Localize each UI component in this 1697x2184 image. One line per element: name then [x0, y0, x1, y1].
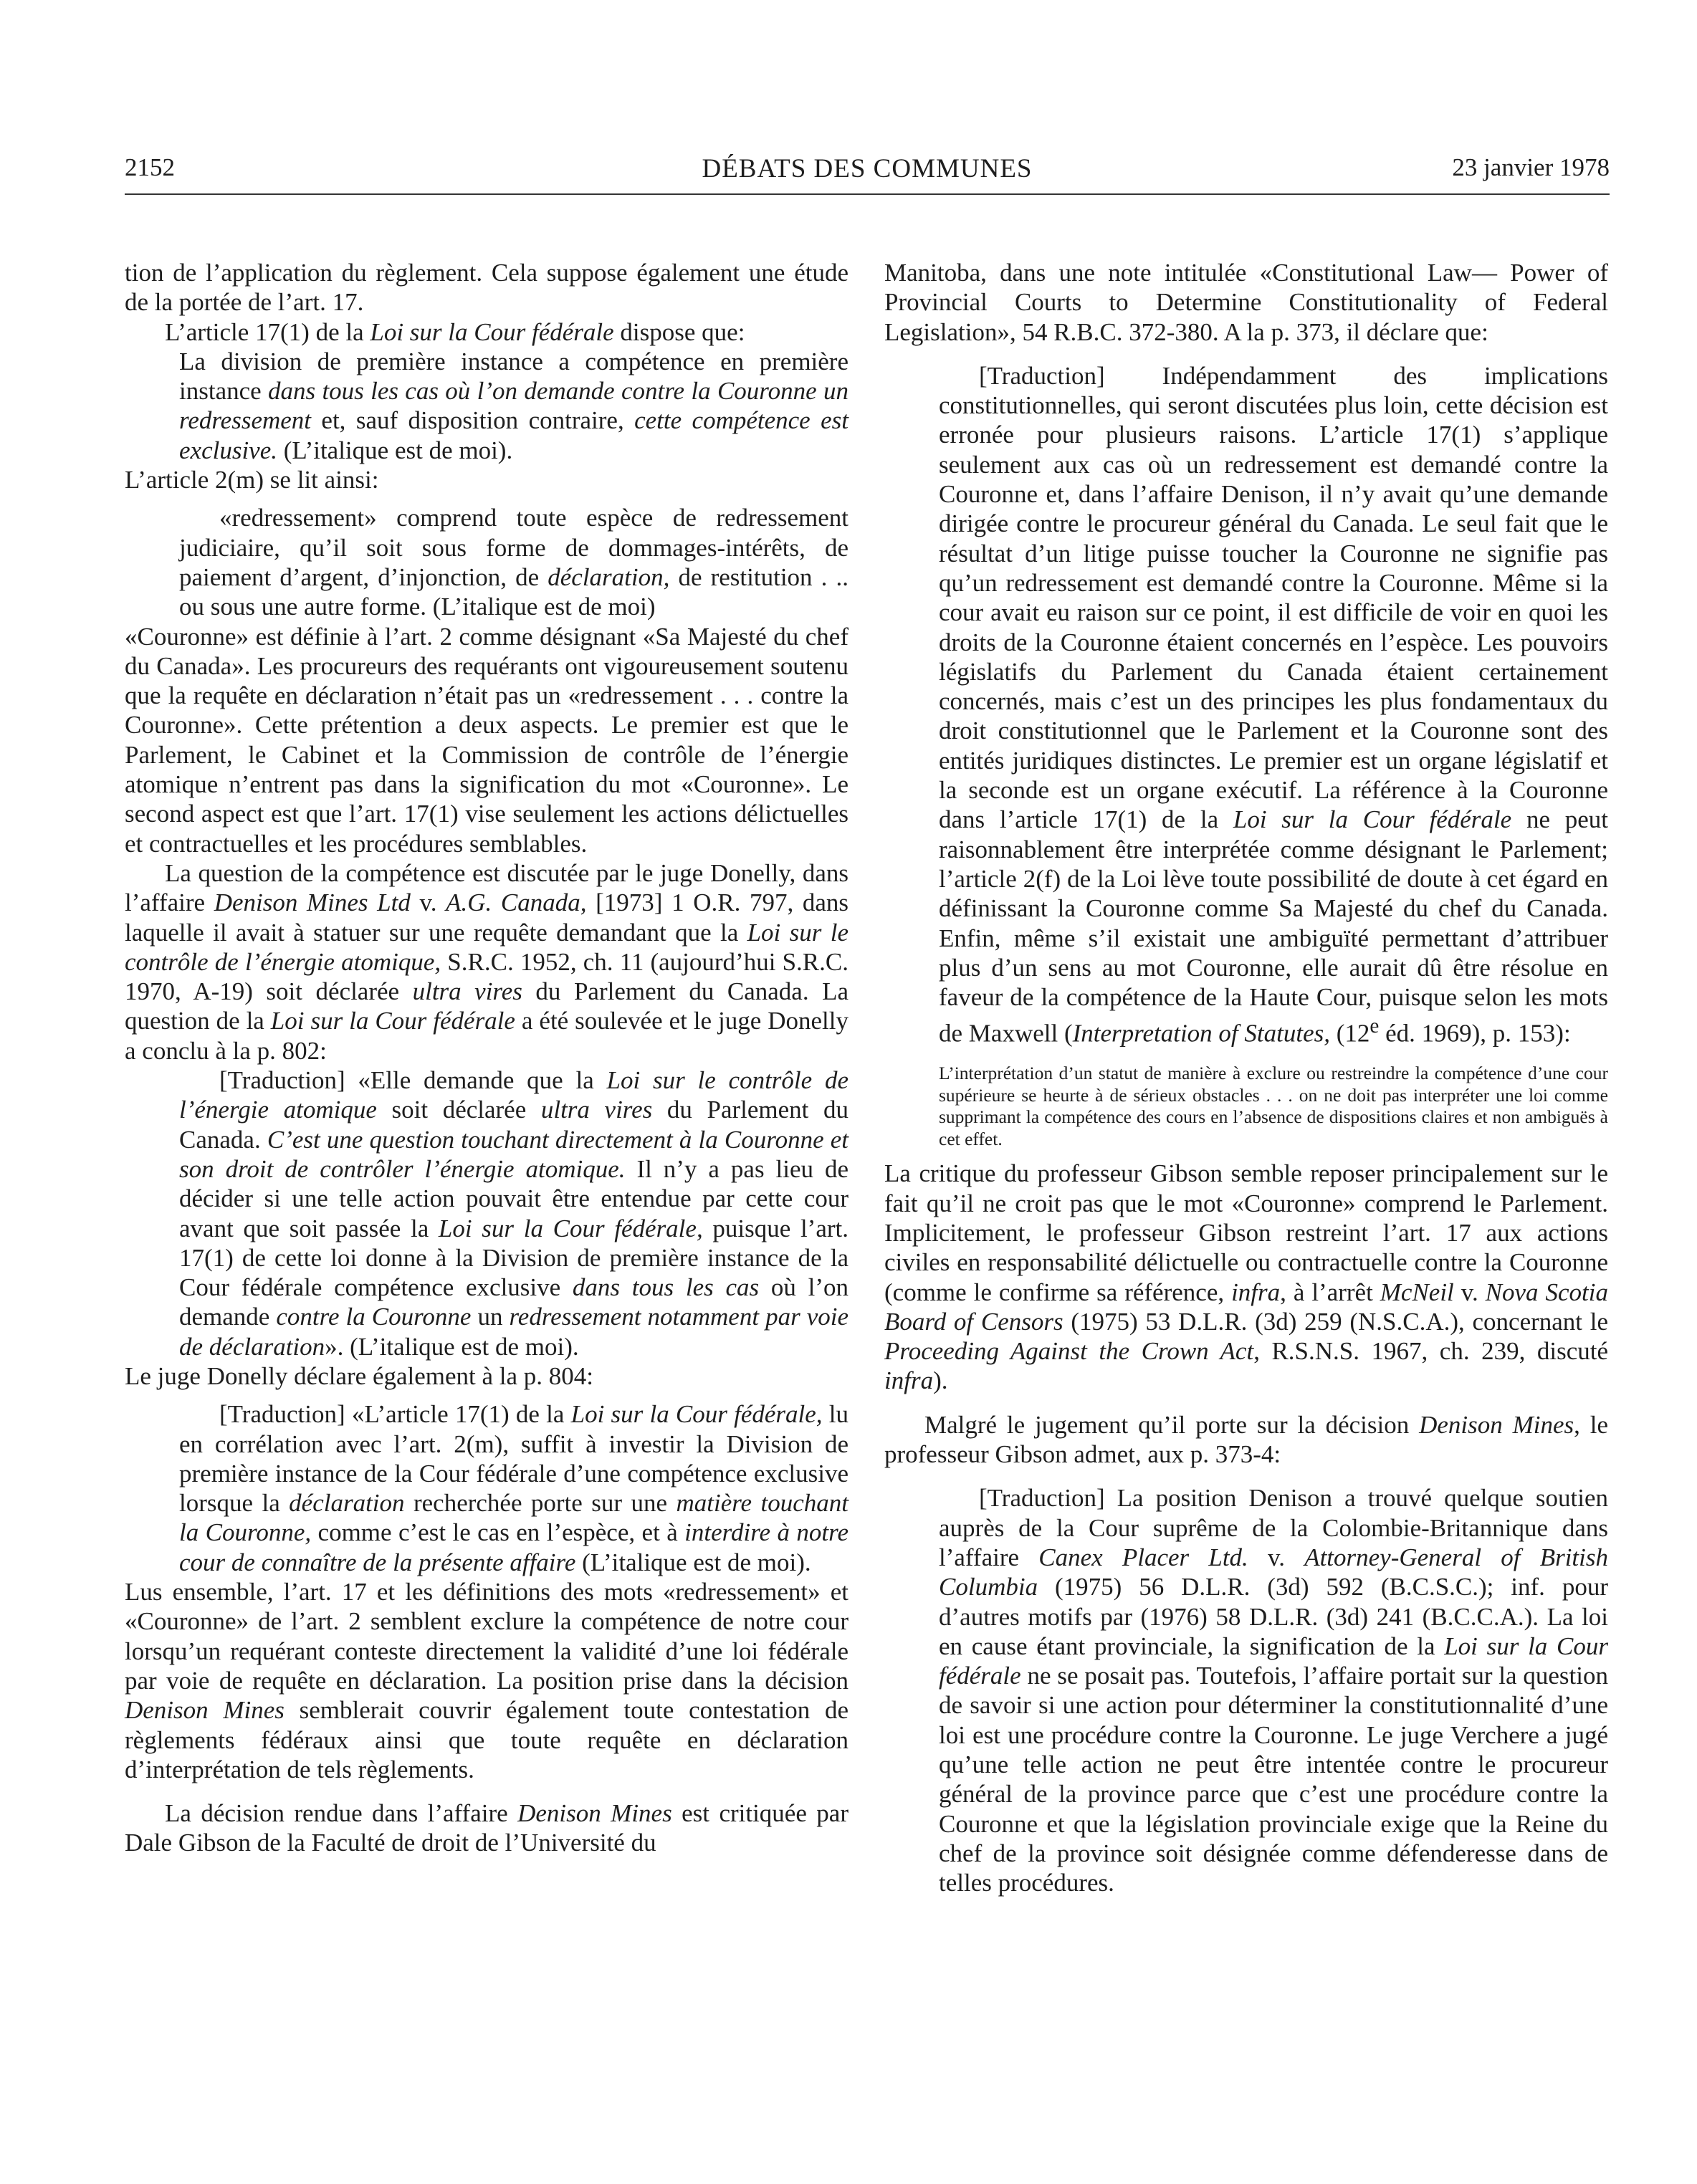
issue-date: 23 janvier 1978	[1452, 153, 1610, 181]
paragraph-donelly-804-intro: Le juge Donelly déclare également à la p. 804:	[125, 1361, 594, 1390]
quote-gibson-373-4: [Traduction] La position Denison a trouvé quelque soutien auprès de la Cour suprême de la Colombie-Britannique dans l’affaire Canex Placer Ltd. v. Attorney-General of British Columbia (1975) 56 D.L.R. (3d) 592 (B.C.S.C.); inf. pour d’autres motifs par (1976) 58 D.L.R. (3d) 241 (B.C.C.A.). La loi en cause étant provinciale, la signification de la Loi sur la Cour fédérale ne se posait pas. Toutefois, l’affaire portait sur la question de savoir si une action pour déterminer la constitutionnalité d’une loi est une procédure contre la Couronne. Le juge Verchere a jugé qu’une telle action ne peut être intentée contre le procureur général de la province parce que c’est une procédure contre la Couronne et que la législation provinciale exige que la Reine du chef de la province soit désignée comme défenderesse dans de telles procédures.	[939, 1484, 1608, 1897]
paragraph-gibson-admission: Malgré le jugement qu’il porte sur la décision Denison Mines, le professeur Gibson admet, aux p. 373-4:	[884, 1410, 1608, 1469]
paragraph-gibson-note: Manitoba, dans une note intitulée «Constitutional Law— Power of Provincial Courts to Determine Constitutionality of Federal Legislation», 54 R.B.C. 372-380. A la p. 373, il déclare que:	[884, 259, 1608, 346]
paragraph-gibson-critique: La critique du professeur Gibson semble reposer principalement sur le fait qu’il ne croit pas que le mot «Couronne» comprend le Parlement. Implicitement, le professeur Gibson restreint l’art. 17 aux actions civiles en responsabilité délictuelle ou contractuelle contre la Couronne (comme le confirme sa référence, infra, à l’arrêt McNeil v. Nova Scotia Board of Censors (1975) 53 D.L.R. (3d) 259 (N.S.C.A.), concernant le Proceeding Against the Crown Act, R.S.N.S. 1967, ch. 239, discuté infra).	[884, 1159, 1608, 1395]
paragraph-lus-ensemble: Lus ensemble, l’art. 17 et les définitions des mots «redressement» et «Couronne» de l’art. 2 semblent exclure la compétence de notre cour lorsqu’un requérant conteste directement la validité d’une loi fédérale par voie de requête en déclaration. La position prise dans la décision Denison Mines semblerait couvrir également toute contestation de règlements fédéraux ainsi que toute requête en déclaration d’interprétation de tels règlements.	[125, 1578, 848, 1783]
journal-title: DÉBATS DES COMMUNES	[702, 154, 1033, 183]
paragraph-couronne-definition: «Couronne» est définie à l’art. 2 comme désignant «Sa Majesté du chef du Canada». Les procureurs des requérants ont vigoureusement soutenu que la requête en déclaration n’était pas un «redressement . . . contre la Couronne». Cette prétention a deux aspects. Le premier est que le Parlement, le Cabinet et la Commission de contrôle de l’énergie atomique n’entrent pas dans la signification du mot «Couronne». Le second aspect est que l’art. 17(1) vise seulement les actions délictuelles et contractuelles et les procédures semblables.	[125, 622, 848, 858]
quote-donelly-802: [Traduction] «Elle demande que la Loi sur le contrôle de l’énergie atomique soit déclarée ultra vires du Parlement du Canada. C’est une question touchant directement à la Couronne et son droit de contrôler l’énergie atomique. Il n’y a pas lieu de décider si une telle action pouvait être entendue par cette cour avant que soit passée la Loi sur la Cour fédérale, puisque l’art. 17(1) de cette loi donne à la Division de première instance de la Cour fédérale compétence exclusive dans tous les cas où l’on demande contre la Couronne un redressement notamment par voie de déclaration». (L’italique est de moi).	[179, 1066, 849, 1361]
paragraph-continuation: tion de l’application du règlement. Cela suppose également une étude de la portée de l’art. 17.	[125, 259, 848, 317]
header-rule	[125, 193, 1610, 195]
left-column	[125, 258, 848, 1858]
paragraph-article-17-intro: L’article 17(1) de la Loi sur la Cour fédérale dispose que:	[165, 317, 745, 346]
paragraph-gibson-critique-intro: La décision rendue dans l’affaire Denison Mines est critiquée par Dale Gibson de la Faculté de droit de l’Université du	[125, 1799, 848, 1857]
quote-donelly-804: [Traduction] «L’article 17(1) de la Loi sur la Cour fédérale, lu en corrélation avec l’art. 2(m), suffit à investir la Division de première instance de la Cour fédérale d’une compétence exclusive lorsque la déclaration recherchée porte sur une matière touchant la Couronne, comme c’est le cas en l’espèce, et à interdire à notre cour de connaître de la présente affaire (L’italique est de moi).	[179, 1400, 849, 1576]
page-number: 2152	[125, 153, 175, 181]
quote-article-17: La division de première instance a compétence en première instance dans tous les cas où l’on demande contre la Couronne un redressement et, sauf disposition contraire, cette compétence est exclusive. (L’italique est de moi).	[179, 347, 848, 464]
paragraph-article-2m-intro: L’article 2(m) se lit ainsi:	[125, 466, 379, 494]
paragraph-donelly-competence: La question de la compétence est discutée par le juge Donelly, dans l’affaire Denison Mines Ltd v. A.G. Canada, [1973] 1 O.R. 797, dans laquelle il avait à statuer sur une requête demandant que la Loi sur le contrôle de l’énergie atomique, S.R.C. 1952, ch. 11 (aujourd’hui S.R.C. 1970, A-19) soit déclarée ultra vires du Parlement du Canada. La question de la Loi sur la Cour fédérale a été soulevée et le juge Donelly a conclu à la p. 802:	[125, 858, 849, 1065]
right-column	[884, 258, 1608, 1898]
page-header	[125, 153, 1610, 193]
quote-gibson-373: [Traduction] Indépendamment des implications constitutionnelles, qui seront discutées plus loin, cette décision est erronée pour plusieurs raisons. L’article 17(1) s’applique seulement aux cas où un redressement est demandé contre la Couronne et, dans l’affaire Denison, il n’y avait qu’une demande dirigée contre le procureur général du Canada. Le seul fait que le résultat d’un litige puisse toucher la Couronne ne signifie pas qu’un redressement est demandé contre la Couronne. Même si la cour avait eu raison sur ce point, il est difficile de voir en quoi les droits de la Couronne étaient concernés en l’espèce. Les pouvoirs législatifs du Parlement du Canada étaient certainement concernés, mais c’est un des principes les plus fondamentaux du droit constitutionnel que le Parlement et la Couronne sont des entités juridiques distinctes. Le premier est un organe législatif et la seconde est un organe exécutif. La référence à la Couronne dans l’article 17(1) de la Loi sur la Cour fédérale ne peut raisonnablement être interprétée comme désignant le Parlement; l’article 2(f) de la Loi lève toute possibilité de doute à cet égard en définissant la Couronne comme Sa Majesté du chef du Canada. Enfin, même s’il existait une ambiguïté permettant d’attribuer plus d’un sens au mot Couronne, elle aurait dû être résolue en faveur de la compétence de la Haute Cour, puisque selon les mots de Maxwell (Interpretation of Statutes, (12e éd. 1969), p. 153):	[939, 361, 1608, 1048]
quote-maxwell: L’interprétation d’un statut de manière à exclure ou restreindre la compétence d’une cour supérieure se heurte à de sérieux obstacles . . . on ne doit pas interpréter une loi comme supprimant la compétence des cours en l’absence de dispositions claires et non ambiguës à cet effet.	[939, 1063, 1608, 1149]
quote-redressement-definition: «redressement» comprend toute espèce de redressement judiciaire, qu’il soit sous forme de dommages-intérêts, de paiement d’argent, d’injonction, de déclaration, de restitution . .. ou sous une autre forme. (L’italique est de moi)	[179, 504, 848, 621]
